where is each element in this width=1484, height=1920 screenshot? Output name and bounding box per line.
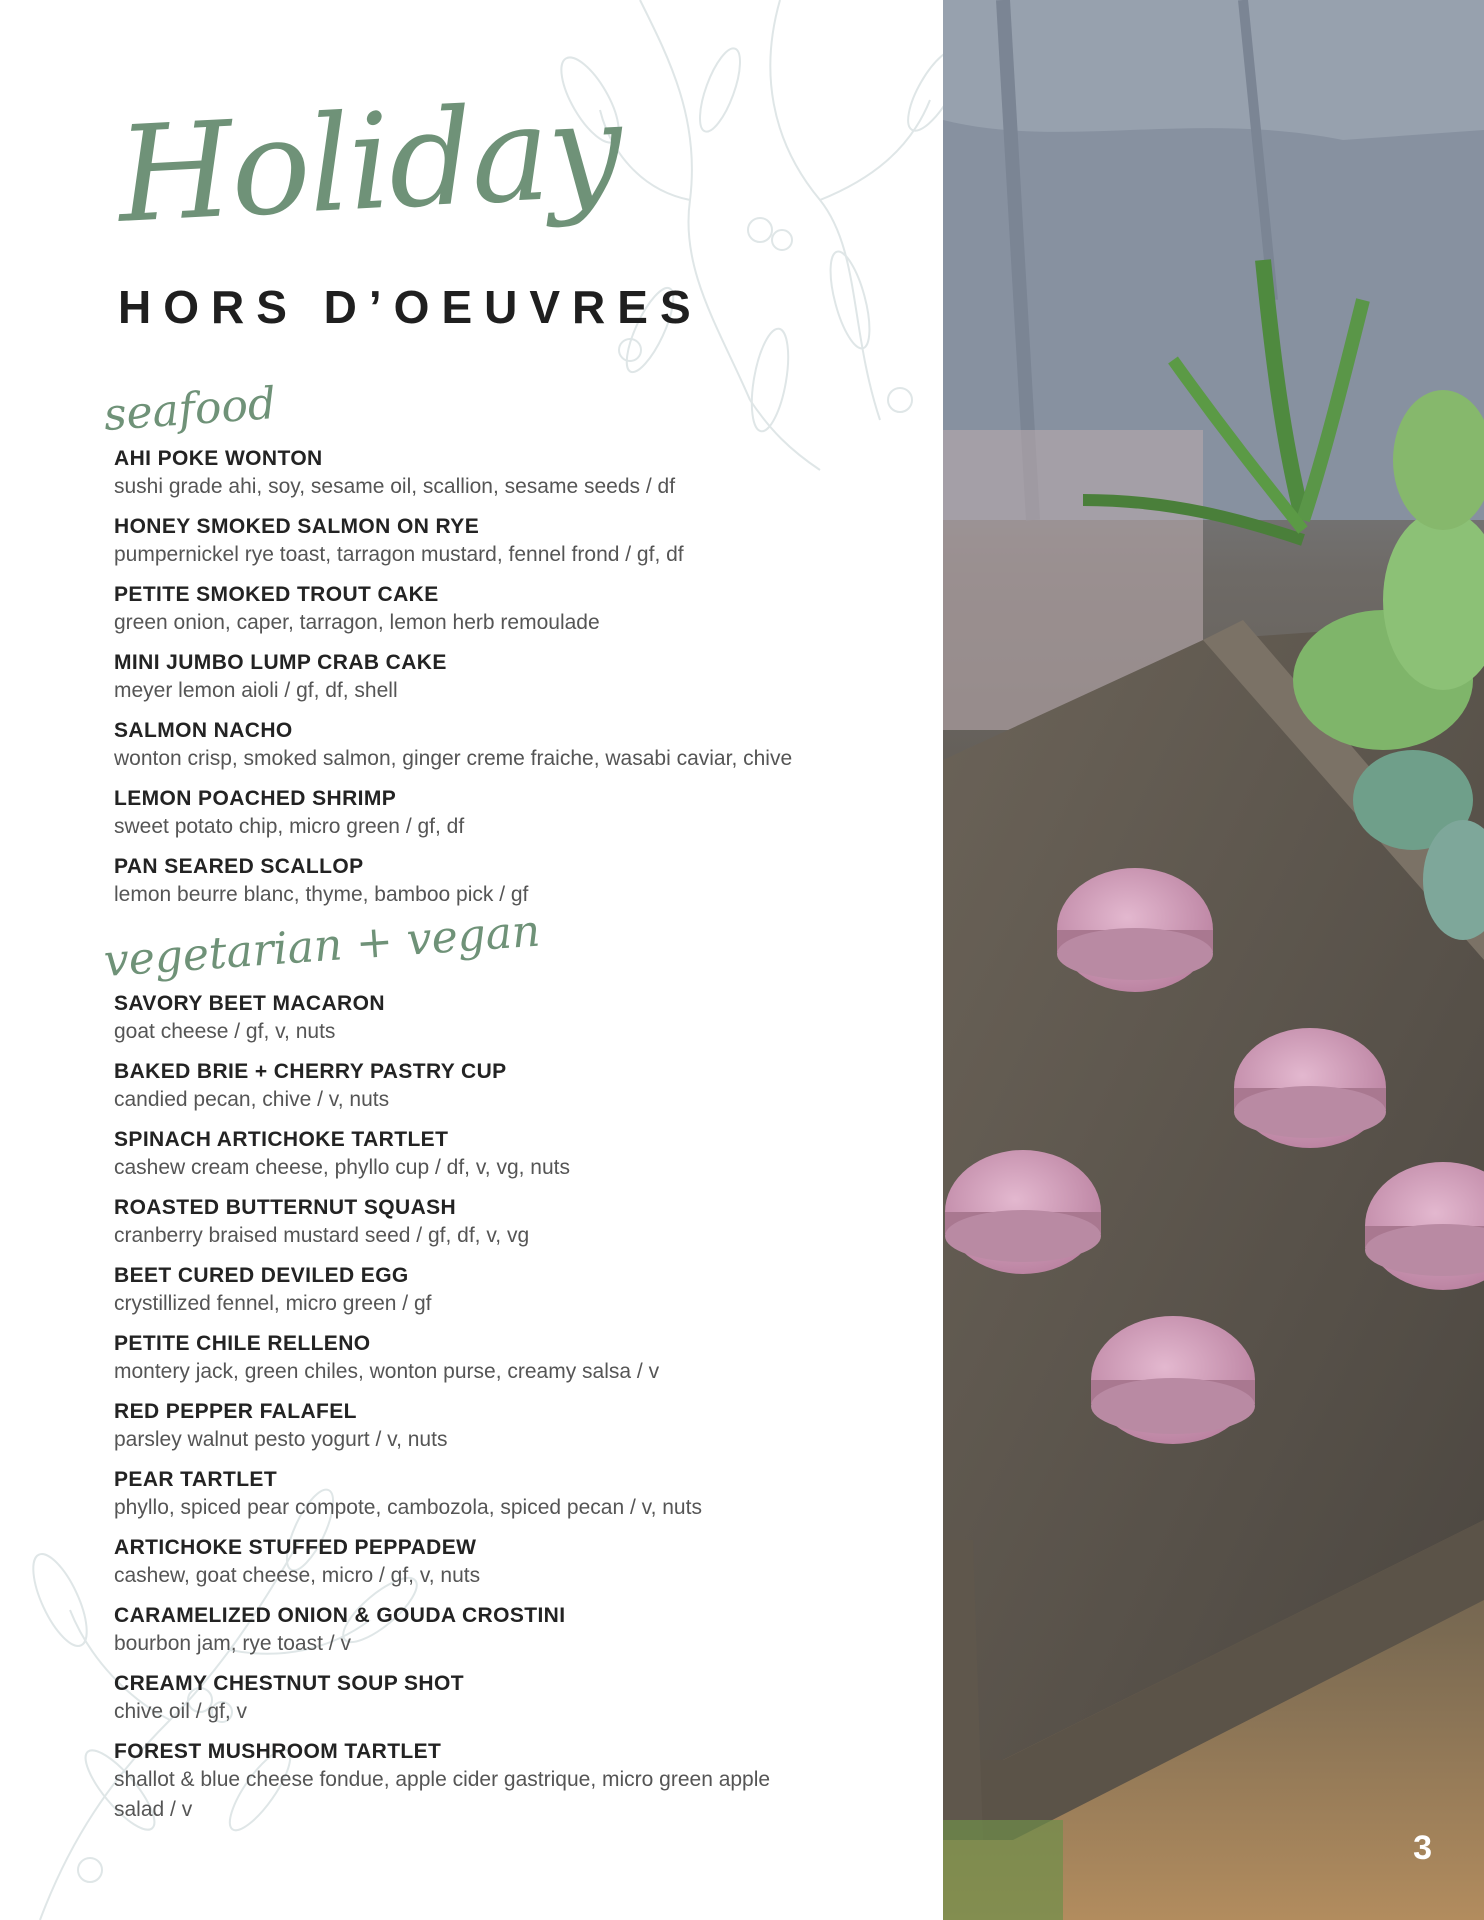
- menu-item-description: meyer lemon aioli / gf, df, shell: [114, 679, 398, 702]
- menu-item: [114, 514, 914, 570]
- menu-item: [114, 1467, 914, 1523]
- menu-item: [114, 650, 914, 706]
- menu-item: [114, 1671, 914, 1727]
- menu-item-name: SAVORY BEET MACARON: [114, 992, 385, 1015]
- menu-item: [114, 1263, 914, 1319]
- menu-item-name: PETITE CHILE RELLENO: [114, 1332, 371, 1355]
- menu-item: [114, 582, 914, 638]
- menu-item: [114, 1127, 914, 1183]
- menu-item-name: SALMON NACHO: [114, 719, 293, 742]
- menu-item-name: PEAR TARTLET: [114, 1468, 278, 1491]
- page-number: 3: [1413, 1829, 1432, 1867]
- menu-item-description: sweet potato chip, micro green / gf, df: [114, 815, 465, 838]
- menu-item-name: PETITE SMOKED TROUT CAKE: [114, 583, 439, 606]
- menu-item: [114, 718, 914, 774]
- page-subtitle: HORS D’OEUVRES: [118, 281, 703, 333]
- menu-item: [114, 1195, 914, 1251]
- menu-item-description: lemon beurre blanc, thyme, bamboo pick / gf: [114, 883, 529, 906]
- section-heading-seafood: seafood: [102, 378, 278, 441]
- menu-item-name: RED PEPPER FALAFEL: [114, 1400, 357, 1423]
- menu-item: [114, 1331, 914, 1387]
- menu-item-name: LEMON POACHED SHRIMP: [114, 787, 397, 810]
- menu-item: [114, 1059, 914, 1115]
- menu-item-name: AHI POKE WONTON: [114, 447, 323, 470]
- menu-item-description: chive oil / gf, v: [114, 1700, 248, 1723]
- menu-item-description: montery jack, green chiles, wonton purse, creamy salsa / v: [114, 1360, 660, 1383]
- menu-item-description: green onion, caper, tarragon, lemon herb remoulade: [114, 611, 600, 634]
- menu-item: [114, 786, 914, 842]
- menu-item-name: MINI JUMBO LUMP CRAB CAKE: [114, 651, 447, 674]
- menu-item-description: shallot & blue cheese fondue, apple cider gastrique, micro green apple salad / v: [114, 1768, 771, 1821]
- menu-item-description: wonton crisp, smoked salmon, ginger creme fraiche, wasabi caviar, chive: [114, 747, 793, 770]
- menu-item-description: goat cheese / gf, v, nuts: [114, 1020, 336, 1043]
- menu-item-name: SPINACH ARTICHOKE TARTLET: [114, 1128, 449, 1151]
- section-heading-vegetarian-vegan: vegetarian + vegan: [102, 905, 542, 987]
- menu-item-name: BAKED BRIE + CHERRY PASTRY CUP: [114, 1060, 507, 1083]
- photo-illustration: [943, 0, 1484, 1920]
- menu-item-description: cranberry braised mustard seed / gf, df, v, vg: [114, 1224, 530, 1247]
- menu-item-name: ROASTED BUTTERNUT SQUASH: [114, 1196, 457, 1219]
- menu-item: [114, 1399, 914, 1455]
- menu-item-name: ARTICHOKE STUFFED PEPPADEW: [114, 1536, 477, 1559]
- menu-item: [114, 854, 914, 910]
- menu-item-description: cashew cream cheese, phyllo cup / df, v, vg, nuts: [114, 1156, 571, 1179]
- menu-item-name: HONEY SMOKED SALMON ON RYE: [114, 515, 480, 538]
- mistletoe-illustration-top: [520, 0, 943, 480]
- menu-item-description: cashew, goat cheese, micro / gf, v, nuts: [114, 1564, 481, 1587]
- menu-item-description: sushi grade ahi, soy, sesame oil, scallion, sesame seeds / df: [114, 475, 676, 498]
- menu-item-description: phyllo, spiced pear compote, cambozola, spiced pecan / v, nuts: [114, 1496, 702, 1519]
- menu-item-description: crystillized fennel, micro green / gf: [114, 1292, 432, 1315]
- menu-item-name: CREAMY CHESTNUT SOUP SHOT: [114, 1672, 464, 1695]
- menu-item-name: BEET CURED DEVILED EGG: [114, 1264, 409, 1287]
- menu-item-description: candied pecan, chive / v, nuts: [114, 1088, 390, 1111]
- menu-item-description: bourbon jam, rye toast / v: [114, 1632, 351, 1655]
- menu-item: [114, 1603, 914, 1659]
- menu-item: [114, 446, 914, 502]
- menu-item-name: PAN SEARED SCALLOP: [114, 855, 364, 878]
- macaron-tray-photo: [943, 0, 1484, 1920]
- script-title: Holiday: [113, 72, 625, 253]
- menu-item: [114, 991, 914, 1047]
- menu-item-name: CARAMELIZED ONION & GOUDA CROSTINI: [114, 1604, 566, 1627]
- menu-item-name: FOREST MUSHROOM TARTLET: [114, 1740, 442, 1763]
- menu-item-description: parsley walnut pesto yogurt / v, nuts: [114, 1428, 448, 1451]
- menu-item-description: pumpernickel rye toast, tarragon mustard, fennel frond / gf, df: [114, 543, 684, 566]
- menu-item: [114, 1739, 814, 1825]
- menu-item: [114, 1535, 914, 1591]
